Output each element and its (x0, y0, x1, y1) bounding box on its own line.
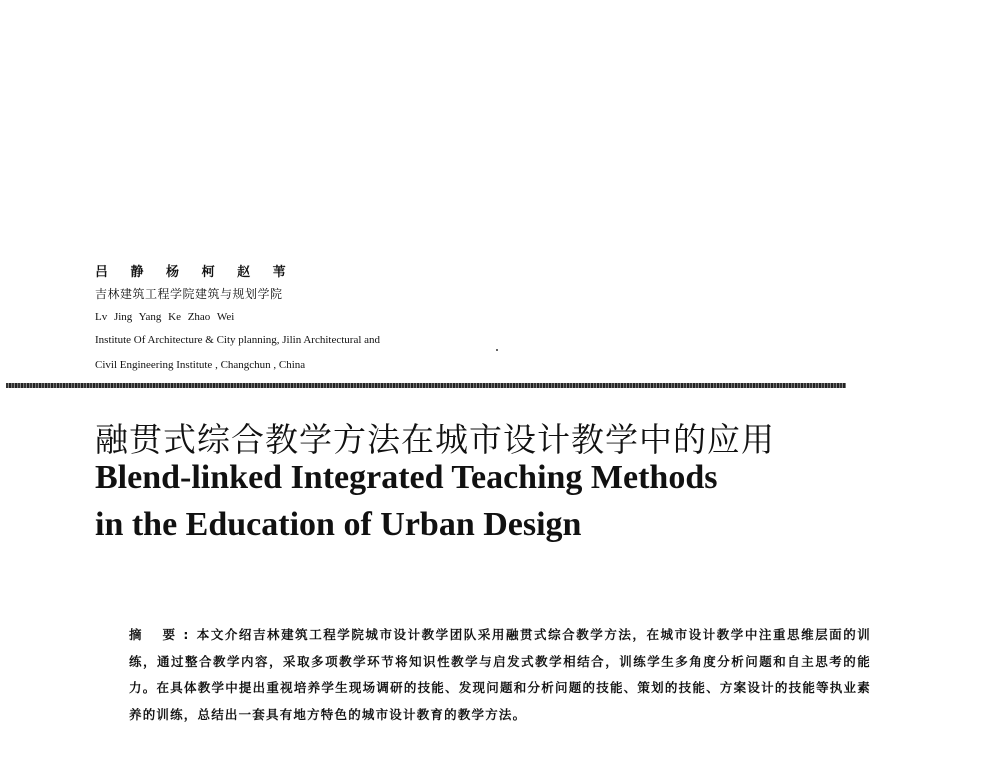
authors-chinese: 吕 静 杨 柯 赵 苇 (95, 265, 295, 280)
divider-rule (6, 383, 846, 388)
affiliation-english-line-1: Institute Of Architecture & City planning, Jilin Architectural and (95, 334, 381, 346)
abstract (129, 622, 871, 728)
abstract-text: 本文介绍吉林建筑工程学院城市设计教学团队采用融贯式综合教学方法，在城市设计教学中注重思维层面的训练，通过整合教学内容，采取多项教学环节将知识性教学与启发式教学相结合，训练学生多角度分析问题和自主思考的能力。在具体教学中提出重视培养学生现场调研的技能、发现问题和分析问题的技能、策划的技能、方案设计的技能等执业素养的训练，总结出一套具有地方特色的城市设计教育的教学方法。 (129, 627, 871, 722)
title-english-line-2: in the Education of Urban Design (95, 506, 582, 543)
authors-english: Lv Jing Yang Ke Zhao Wei (95, 311, 235, 323)
abstract-label: 摘 要: (129, 627, 197, 642)
title-chinese: 融贯式综合教学方法在城市设计教学中的应用 (95, 420, 775, 459)
affiliation-chinese: 吉林建筑工程学院建筑与规划学院 (95, 287, 283, 301)
title-english-line-1: Blend-linked Integrated Teaching Methods (95, 459, 718, 496)
scan-speck (496, 349, 498, 351)
affiliation-english-line-2: Civil Engineering Institute , Changchun , China (95, 359, 306, 371)
